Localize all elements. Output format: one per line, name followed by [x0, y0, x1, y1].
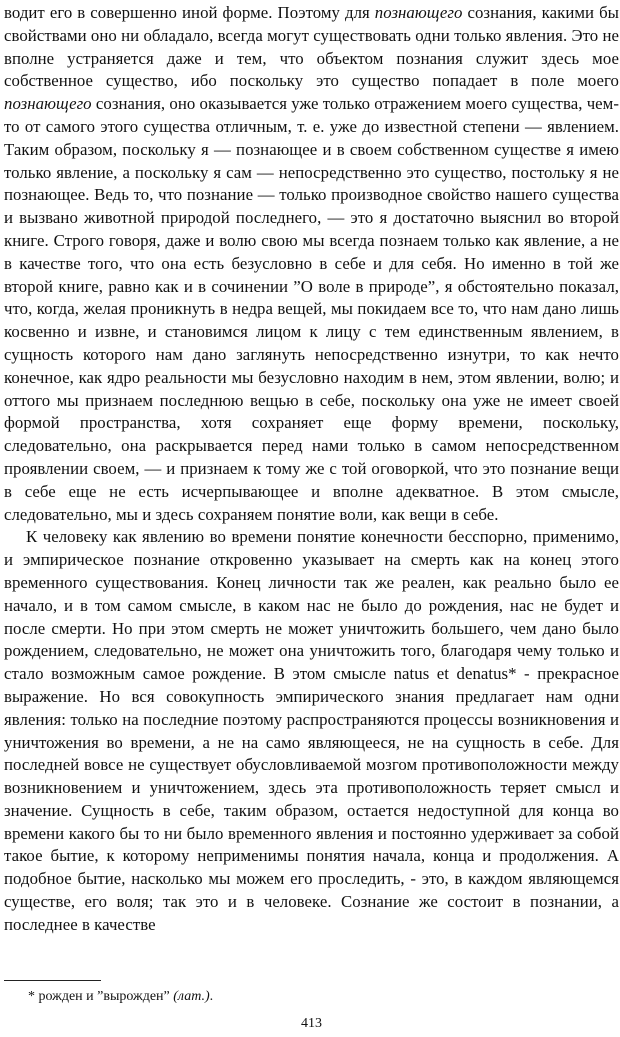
footnote-divider [4, 980, 101, 981]
paragraph-1-emphasis-2: познающего [4, 94, 92, 114]
body-text [4, 2, 619, 937]
footnote-tail: . [209, 989, 214, 1004]
paragraph-1-emphasis-1: познающего [374, 3, 463, 22]
paragraph-1-part-3: сознания, оно оказывается уже только отражением моего существа, чем-то от самого этого существа отличным, т. е. уже до известной степени — явлением. Таким образом, поскольку я — познающее и в своем собственном существе я имею только явление, а поскольку я сам — непосредственно это существо, постольку я не познающее. Ведь то, что познание — только производное свойство нашего существа и вызвано животной природой последнего, — это я достаточно выяснил во второй книге. Строго говоря, даже и волю свою мы всегда познаем только как явление, а не в качестве того, что она есть безусловно в себе и для себя. Но именно в той же второй книге, равно как и в сочинении ”О воле в природе”, я обстоятельно показал, что, когда, желая проникнуть в недра вещей, мы покидаем все то, что нам дано лишь косвенно и извне, и становимся лицом к лицу с тем единственным явлением, в сущность которого нам дано заглянуть непосредственно изнутри, то как нечто конечное, как ядро реальности мы безусловно находим в нем, этом явлении, волю; и оттого мы признаем последнюю вещью в себе, поскольку она уже не имеет своей формой пространства, хотя сохраняет еще форму времени, поскольку, следовательно, она раскрывается перед нами только в самом непосредственном проявлении своем, — и признаем к тому же с той оговоркой, что это познание вещи в себе еще не есть исчерпывающее и вполне адекватное. В этом смысле, следовательно, мы и здесь сохраняем понятие воли, как вещи в себе. [4, 94, 619, 524]
paragraph-1-part-1: водит его в совершенно иной форме. Поэтому для [4, 3, 375, 22]
paragraph-1 [4, 2, 619, 526]
footnote-language-note: (лат.) [173, 989, 210, 1004]
footnote [28, 988, 213, 1006]
book-page [4, 2, 619, 1037]
paragraph-2: К человеку как явлению во времени понятие конечности бесспорно, применимо, и эмпирическое познание откровенно указывает на смерть как на конец этого временного существования. Конец личности так же реален, как реально было ее начало, и в том самом смысле, в каком нас не было до рождения, нас не будет и после смерти. Но при этом смерть не может уничтожить большего, чем дано было рождением, следовательно, не может она уничтожить того, благодаря чему только и стало возможным самое рождение. В этом смысле natus et denatus* - прекрасное выражение. Но вся совокупность эмпирического знания предлагает нам одни явления: только на последние поэтому распространяются процессы возникновения и уничтожения во времени, а не на само являющееся, не на сущность в себе. Для последней вовсе не существует обусловливаемой мозгом противоположности между возникновением и уничтожением, здесь эта противоположность теряет смысл и значение. Сущность в себе, таким образом, остается недоступной для конца во времени какого бы то ни было временного явления и постоянно удерживает за собой такое бытие, к которому неприменимы понятия начала, конца и продолжения. А подобное бытие, насколько мы можем его проследить, - это, в каждом являющемся существе, его воля; так это и в человеке. Сознание же состоит в познании, а последнее в качестве [4, 527, 619, 934]
footnote-text: * рожден и ”вырожден” [28, 989, 174, 1004]
paragraph-1-part-2: сознания, какими бы свойствами оно ни обладало, всегда могут существовать одни только явления. Это не вполне устраняется даже и тем, что объектом познания служит здесь мое собственное существо, ибо поскольку это существо попадает в поле моего [4, 3, 619, 91]
page-number: 413 [301, 1016, 322, 1031]
